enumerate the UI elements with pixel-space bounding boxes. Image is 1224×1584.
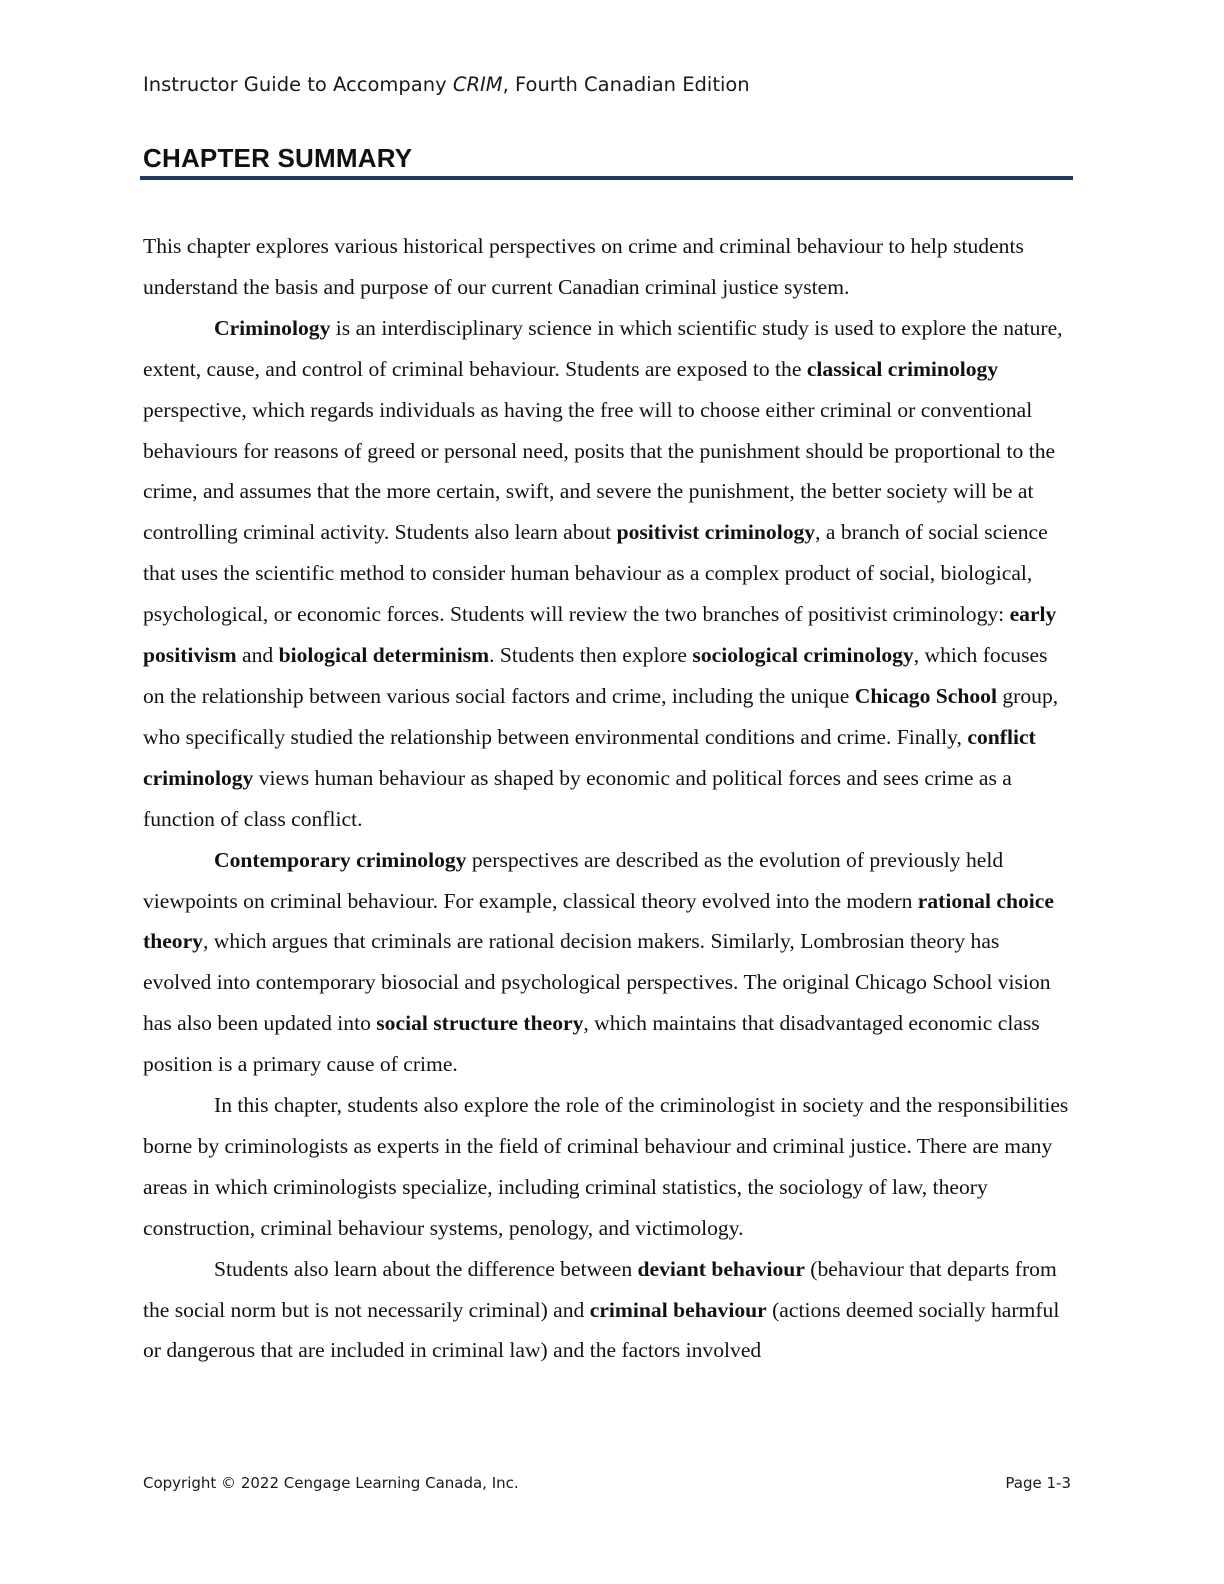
summary-body <box>143 226 1073 1371</box>
paragraph-2 <box>143 308 1073 840</box>
paragraph-5 <box>143 1249 1073 1372</box>
header-italic-title: CRIM <box>452 73 503 96</box>
running-header <box>143 73 750 96</box>
bold-term: social structure theory <box>376 1011 584 1036</box>
bold-term: classical criminology <box>806 356 999 381</box>
footer-page-number: Page 1-3 <box>1005 1474 1071 1492</box>
bold-term: Contemporary criminology <box>214 847 467 872</box>
bold-term: criminal behaviour <box>589 1297 767 1322</box>
text-run: Students also learn about the difference between <box>214 1256 638 1281</box>
footer-copyright: Copyright © 2022 Cengage Learning Canada, Inc. <box>143 1474 519 1492</box>
bold-term: rational choice theory <box>143 888 1054 954</box>
paragraph-4 <box>143 1085 1073 1249</box>
text-run: perspective, which regards individuals as having the free will to choose either criminal or conventional behaviours for reasons of greed or personal need, posits that the punishment should be proportional to the crime, and assumes that the more certain, swift, and severe the punishment, the better society will be at controlling criminal activity. Students also learn about <box>143 397 1056 545</box>
text-run: is an interdisciplinary science in which scientific study is used to explore the nature, extent, cause, and control of criminal behaviour. Students are exposed to the <box>143 315 1063 381</box>
text-run: group, who specifically studied the relationship between environmental conditions and crime. Finally, <box>143 683 1059 749</box>
text-run: perspectives are described as the evolution of previously held viewpoints on criminal behaviour. For example, classical theory evolved into the modern <box>143 847 1004 913</box>
text-run: (behaviour that departs from the social norm but is not necessarily criminal) and <box>143 1256 1057 1322</box>
paragraph-3 <box>143 840 1073 1085</box>
bold-term: conflict criminology <box>143 724 1036 790</box>
header-suffix: , Fourth Canadian Edition <box>502 73 750 96</box>
bold-term: Criminology <box>214 315 331 340</box>
text-run: , which maintains that disadvantaged economic class position is a primary cause of crime. <box>143 1011 1040 1077</box>
text-run: , a branch of social science that uses the scientific method to consider human behaviour as a complex product of social, biological, psychological, or economic forces. Students will review the two branches of positivist criminology: <box>143 520 1048 627</box>
text-run: In this chapter, students also explore the role of the criminologist in society and the responsibilities borne by criminologists as experts in the field of criminal behaviour and criminal justice. There are many areas in which criminologists specialize, including criminal statistics, the sociology of law, theory construction, criminal behaviour systems, penology, and victimology. <box>143 1093 1069 1240</box>
text-run: and <box>236 643 279 668</box>
section-title: CHAPTER SUMMARY <box>143 143 413 173</box>
text-run: , which argues that criminals are rational decision makers. Similarly, Lombrosian theory has evolved into contemporary biosocial and psychological perspectives. The original Chicago School vision has also been updated into <box>143 929 1051 1036</box>
bold-term: deviant behaviour <box>637 1256 805 1281</box>
title-underline-rule <box>140 176 1073 180</box>
bold-term: biological determinism <box>278 643 490 668</box>
header-prefix: Instructor Guide to Accompany <box>143 73 453 96</box>
text-run: This chapter explores various historical perspectives on crime and criminal behaviour to help students understand the basis and purpose of our current Canadian criminal justice system. <box>143 234 1024 299</box>
text-run: views human behaviour as shaped by economic and political forces and sees crime as a function of class conflict. <box>143 765 1012 831</box>
bold-term: Chicago School <box>854 683 997 708</box>
bold-term: sociological criminology <box>692 643 914 668</box>
bold-term: positivist criminology <box>616 520 816 545</box>
bold-term: early positivism <box>143 602 1057 668</box>
text-run: , which focuses on the relationship between various social factors and crime, including the unique <box>143 643 1048 708</box>
text-run: . Students then explore <box>489 643 693 668</box>
paragraph-1 <box>143 226 1073 308</box>
text-run: (actions deemed socially harmful or dangerous that are included in criminal law) and the factors involved <box>143 1297 1060 1363</box>
